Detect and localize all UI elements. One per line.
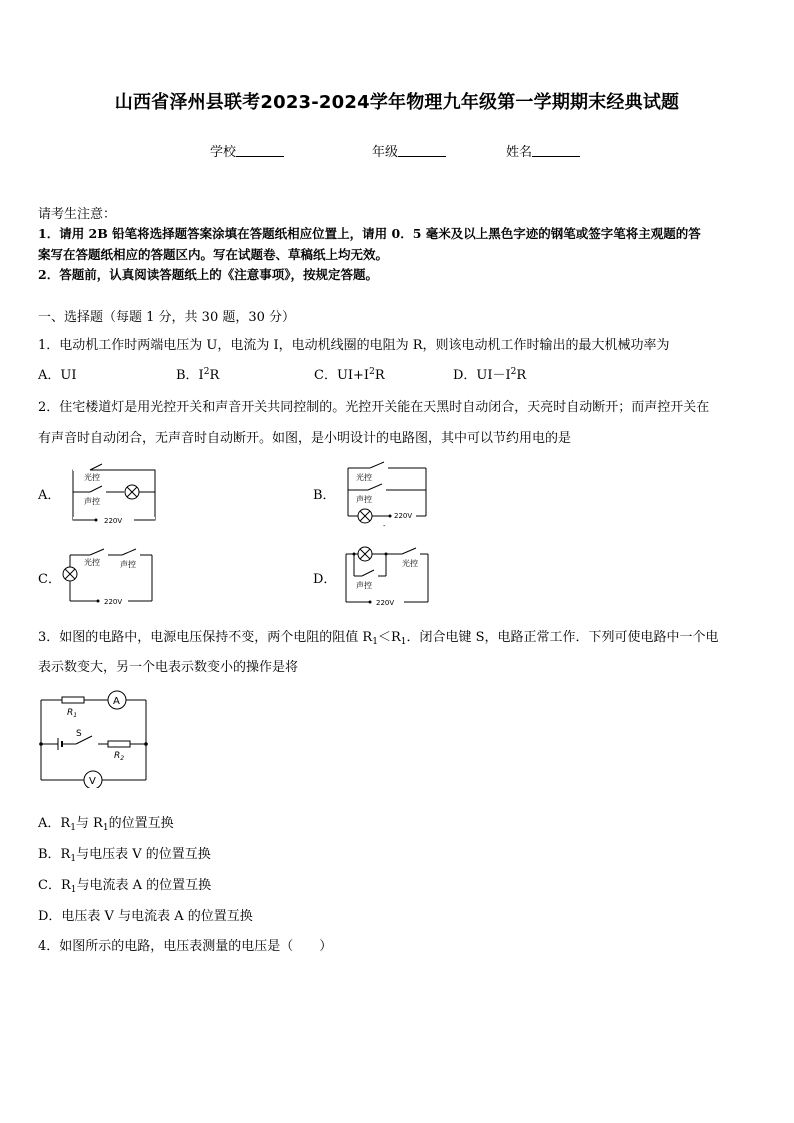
- q4-stem: 4．如图所示的电路，电压表测量的电压是（ ）: [38, 939, 333, 954]
- q2-circuit-c: [60, 545, 160, 607]
- q2-circuit-b: [340, 460, 432, 530]
- q3-r1-label: $R_1$: [67, 708, 78, 719]
- school-blank[interactable]: [236, 144, 284, 157]
- q3-switch-label: S: [76, 729, 82, 739]
- q2-circuit-d: [340, 542, 434, 608]
- q2a-volt: 220V: [104, 517, 123, 525]
- school-field: [210, 141, 284, 160]
- name-label: 姓名: [506, 145, 533, 160]
- q1-option-c[interactable]: C．$UI+I^2R$: [314, 367, 385, 383]
- q1-stem: 1．电动机工作时两端电压为 U，电流为 I，电动机线圈的电阻为 R，则该电动机工作时输出的最大机械功率为: [38, 338, 670, 353]
- q2d-volt: 220V: [376, 599, 395, 607]
- q2b-dash: -: [383, 522, 386, 530]
- q2-line1: 2．住宅楼道灯是用光控开关和声音开关共同控制的。光控开关能在天黑时自动闭合，天亮时自动断开；而声控开关在: [38, 400, 710, 415]
- q2-line2: 有声音时自动闭合，无声音时自动断开。如图，是小明设计的电路图，其中可以节约用电的是: [38, 431, 572, 446]
- q3-ammeter-label: A: [113, 696, 120, 707]
- notice-line1b: 案写在答题纸相应的答题区内。写在试题卷、草稿纸上均无效。: [38, 247, 389, 262]
- q3-r2-label: $R_2$: [114, 751, 125, 762]
- q2c-light-ctrl: 光控: [84, 558, 100, 567]
- q3-line2: 表示数变大，另一个电表示数变小的操作是将: [38, 660, 299, 675]
- q2d-sound-ctrl: 声控: [356, 581, 372, 590]
- q2d-light-ctrl: 光控: [402, 559, 418, 568]
- notice-line2: 2．答题前，认真阅读答题纸上的《注意事项》，按规定答题。: [38, 267, 378, 282]
- q2b-volt: 220V: [394, 512, 413, 520]
- q2-option-d-label[interactable]: D．: [313, 572, 337, 587]
- q3-option-b[interactable]: B．$R_1$与电压表 V 的位置互换: [38, 847, 211, 864]
- q3-circuit: [34, 688, 154, 788]
- q3-line1: 3．如图的电路中，电源电压保持不变，两个电阻的阻值 $R_1<R_1$．闭合电键 S，电路正常工作．下列可使电路中一个电: [38, 630, 719, 647]
- section1-heading: 一、选择题（每题 1 分，共 30 题，30 分）: [38, 310, 296, 325]
- q2a-sound-ctrl: 声控: [84, 497, 100, 506]
- q2b-light-ctrl: 光控: [356, 473, 372, 482]
- q3-option-a[interactable]: A．$R_1$与 $R_1$的位置互换: [38, 816, 174, 833]
- q2c-volt: 220V: [104, 598, 123, 606]
- school-label: 学校: [210, 145, 237, 160]
- q2-circuit-a: [66, 462, 162, 526]
- name-field: [506, 141, 580, 160]
- q1-option-b[interactable]: B．$I^2R$: [176, 367, 220, 383]
- grade-blank[interactable]: [398, 144, 446, 157]
- name-blank[interactable]: [532, 144, 580, 157]
- q3-voltmeter-label: V: [89, 776, 96, 787]
- q2b-sound-ctrl: 声控: [356, 495, 372, 504]
- q1-option-d[interactable]: D．$UI-I^2R$: [453, 367, 527, 383]
- q2-option-c-label[interactable]: C．: [38, 572, 61, 587]
- q2c-sound-ctrl: 声控: [120, 560, 136, 569]
- q2-option-a-label[interactable]: A．: [38, 488, 61, 503]
- exam-title: 山西省泽州县联考2023-2024学年物理九年级第一学期期末经典试题: [114, 92, 680, 113]
- q2a-light-ctrl: 光控: [84, 473, 100, 482]
- notice-line1a: 1．请用 2B 铅笔将选择题答案涂填在答题纸相应位置上，请用 0．5 毫米及以上黑色字迹的钢笔或签字笔将主观题的答: [38, 226, 701, 241]
- q2-option-b-label[interactable]: B．: [313, 488, 336, 503]
- notice-heading: 请考生注意：: [38, 207, 117, 222]
- grade-field: [372, 141, 446, 160]
- q1-option-a[interactable]: A．UI: [38, 368, 77, 383]
- grade-label: 年级: [372, 145, 399, 160]
- q3-option-c[interactable]: C．$R_1$与电流表 A 的位置互换: [38, 878, 212, 895]
- q3-option-d[interactable]: D．电压表 V 与电流表 A 的位置互换: [38, 909, 253, 924]
